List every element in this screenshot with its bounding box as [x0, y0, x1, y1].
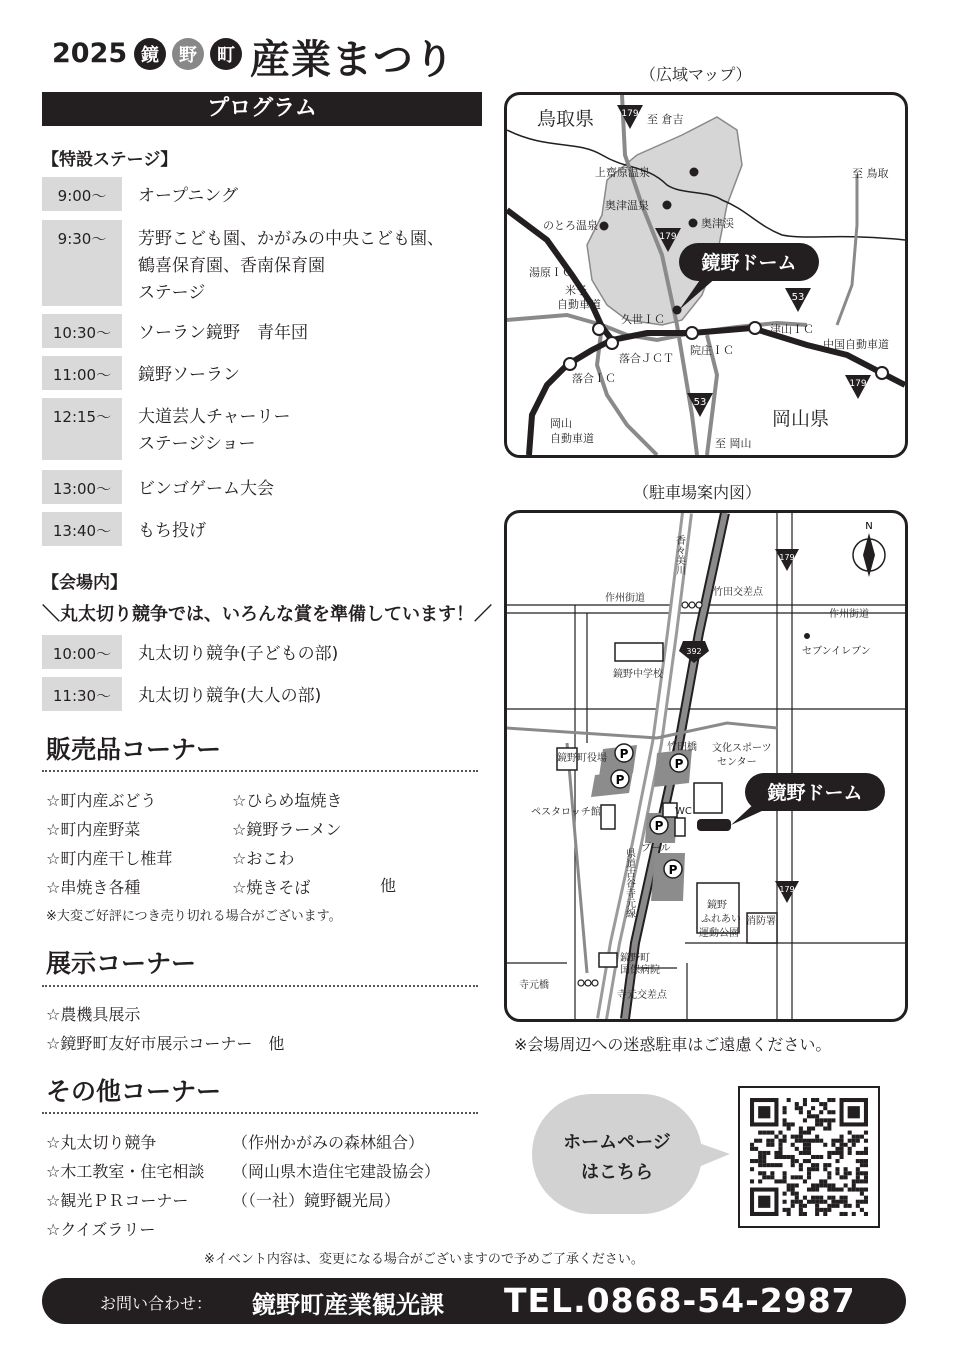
homepage-line2: はこちら: [581, 1162, 653, 1183]
venue-heading: 【会場内】: [42, 573, 127, 593]
svg-text:至 岡山: 至 岡山: [715, 437, 752, 450]
title-badge-no: 野: [172, 38, 204, 70]
program-desc: ステージ: [138, 283, 206, 303]
svg-text:53: 53: [791, 292, 805, 303]
list-item-org: （作州かがみの森林組合）: [232, 1133, 425, 1152]
list-item-org: （（一社）鏡野観光局）: [232, 1191, 401, 1210]
svg-text:P: P: [615, 773, 625, 787]
program-row: [42, 177, 482, 211]
program-row: [42, 470, 482, 504]
svg-text:N: N: [865, 521, 873, 532]
program-time: 13:40〜: [42, 512, 122, 546]
svg-text:セブンイレブン: セブンイレブン: [802, 646, 871, 657]
program-time: 10:30〜: [42, 314, 122, 348]
svg-text:自動車道: 自動車道: [550, 432, 594, 445]
program-time: 13:00〜: [42, 470, 122, 504]
venue-subheading: ＼丸太切り競争では、いろんな賞を準備しています！／: [42, 604, 492, 625]
svg-text:至 倉吉: 至 倉吉: [647, 113, 684, 126]
river-label: 香々美川: [673, 535, 685, 575]
contact-phone[interactable]: TEL.0868-54-2987: [504, 1281, 856, 1320]
program-desc: 丸太切り競争(大人の部): [138, 686, 322, 706]
program-desc: 芳野こども園、かがみの中央こども園、: [138, 229, 444, 249]
other-list-orgs: [232, 1128, 440, 1215]
program-row: [42, 398, 482, 460]
wide-map-caption: （広域マップ）: [640, 65, 752, 84]
svg-text:センター: センター: [717, 757, 757, 768]
program-row: [42, 677, 482, 711]
parking-map-caption: （駐車場案内図）: [633, 483, 762, 502]
svg-text:岡山: 岡山: [550, 417, 572, 430]
svg-text:落合ＩＣ: 落合ＩＣ: [572, 372, 616, 385]
svg-text:寺元交差点: 寺元交差点: [617, 990, 667, 1001]
program-desc: 大道芸人チャーリー: [138, 407, 291, 427]
road-gray: [837, 175, 857, 325]
dome-callout: [731, 773, 885, 825]
program-desc: 丸太切り競争(子どもの部): [138, 644, 339, 664]
svg-text:179: 179: [779, 553, 795, 562]
sales-title: 販売品コーナー: [46, 735, 222, 764]
svg-text:久世ＩＣ: 久世ＩＣ: [621, 313, 665, 326]
title-badge-kagami: 鏡: [134, 38, 166, 70]
svg-text:中国自動車道: 中国自動車道: [823, 338, 889, 351]
exhibit-title: 展示コーナー: [46, 949, 197, 978]
divider: [42, 985, 478, 987]
list-item: ☆町内産干し椎茸: [46, 849, 173, 868]
contact-dept: 鏡野町産業観光課: [252, 1291, 444, 1319]
svg-text:179: 179: [659, 232, 677, 242]
svg-text:P: P: [619, 747, 629, 761]
program-time: 10:00〜: [42, 635, 122, 669]
svg-text:作州街道: 作州街道: [605, 593, 645, 604]
program-row: [42, 356, 482, 390]
svg-text:のとろ温泉: のとろ温泉: [543, 219, 598, 232]
list-item: ☆おこわ: [232, 849, 295, 868]
program-desc: ビンゴゲーム大会: [138, 479, 274, 499]
svg-text:米子: 米子: [565, 284, 587, 297]
program-row: [42, 314, 482, 348]
svg-text:鏡野ドーム: 鏡野ドーム: [767, 782, 863, 804]
event-title: 産業まつり: [250, 37, 455, 83]
svg-text:179: 179: [779, 885, 795, 894]
list-item: ☆木工教室・住宅相談: [46, 1162, 205, 1181]
program-row: [42, 512, 482, 546]
program-time: 12:15〜: [42, 398, 122, 460]
dome-building: [697, 819, 731, 831]
homepage-line1: ホームページ: [563, 1132, 671, 1153]
list-item: ☆町内産ぶどう: [46, 791, 157, 810]
parking-note: ※会場周辺への迷惑駐車はご遠慮ください。: [514, 1035, 832, 1054]
parking-guide-map: [504, 510, 908, 1022]
wide-area-map: [504, 92, 908, 458]
svg-text:竹田橋: 竹田橋: [667, 742, 697, 753]
event-year: 2025: [52, 38, 128, 69]
program-desc: 鏡野ソーラン: [138, 365, 240, 385]
svg-text:竹田交差点: 竹田交差点: [713, 587, 763, 598]
svg-text:自動車道: 自動車道: [557, 298, 601, 311]
program-heading: プログラム: [42, 92, 482, 126]
list-item: ☆串焼き各種: [46, 878, 141, 897]
list-item: ☆農機具展示: [46, 1005, 141, 1024]
list-item: ☆鏡野ラーメン: [232, 820, 342, 839]
homepage-bubble: [532, 1094, 702, 1214]
svg-text:湯原ＩＣ: 湯原ＩＣ: [529, 266, 573, 279]
list-item: ☆鏡野町友好市展示コーナー 他: [46, 1034, 285, 1053]
svg-text:ふれあい: ふれあい: [701, 914, 741, 925]
divider: [42, 1112, 478, 1114]
contact-footer: [42, 1278, 906, 1324]
north-arrow-icon: [853, 521, 885, 577]
sales-etc: 他: [380, 876, 397, 895]
title-badge-cho: 町: [210, 38, 242, 70]
qr-code-icon: [750, 1098, 868, 1216]
program-row: [42, 635, 482, 669]
svg-text:鏡野ドーム: 鏡野ドーム: [701, 252, 797, 274]
svg-text:消防署: 消防署: [746, 916, 776, 927]
svg-text:奥津渓: 奥津渓: [701, 217, 734, 230]
svg-text:運動公園: 運動公園: [699, 928, 739, 939]
svg-text:P: P: [668, 863, 678, 877]
svg-text:文化スポーツ: 文化スポーツ: [712, 743, 772, 754]
svg-text:鏡野中学校: 鏡野中学校: [613, 669, 663, 680]
contact-label: お問い合わせ：: [100, 1294, 213, 1313]
svg-text:国保病院: 国保病院: [620, 965, 660, 976]
svg-text:津山ＩＣ: 津山ＩＣ: [770, 323, 814, 336]
sales-list-right: [232, 786, 342, 902]
list-item: ☆丸太切り競争: [46, 1133, 157, 1152]
sales-list-left: [46, 786, 172, 902]
sales-note: ※大変ご好評につき売り切れる場合がございます。: [46, 909, 342, 924]
list-item-org: （岡山県木造住宅建設協会）: [232, 1162, 441, 1181]
program-time: 9:00〜: [42, 177, 122, 211]
stage-heading: 【特設ステージ】: [42, 150, 178, 170]
list-item: ☆観光ＰＲコーナー: [46, 1191, 189, 1210]
program-desc: ステージショー: [138, 434, 256, 454]
svg-text:上齋原温泉: 上齋原温泉: [595, 166, 650, 179]
program-desc: ソーラン鏡野 青年団: [138, 323, 308, 343]
list-item: ☆町内産野菜: [46, 820, 141, 839]
svg-text:岡山県: 岡山県: [772, 408, 830, 430]
svg-text:寺元橋: 寺元橋: [519, 980, 549, 991]
svg-text:作州街道: 作州街道: [829, 609, 869, 620]
program-desc: 鶴喜保育園、香南保育園: [138, 256, 325, 276]
svg-text:WC: WC: [675, 806, 692, 817]
svg-text:179: 179: [621, 109, 639, 119]
svg-text:落合ＪＣＴ: 落合ＪＣＴ: [619, 352, 674, 365]
svg-text:鏡野町: 鏡野町: [620, 953, 650, 964]
list-item: ☆焼きそば: [232, 878, 311, 897]
svg-text:鏡野: 鏡野: [707, 900, 727, 911]
other-title: その他コーナー: [46, 1077, 222, 1106]
prefroad-label: 県道古谷寺元線: [623, 848, 635, 918]
svg-text:P: P: [674, 757, 684, 771]
svg-text:鳥取県: 鳥取県: [537, 108, 595, 130]
svg-text:鏡野町役場: 鏡野町役場: [557, 753, 607, 764]
svg-text:院庄ＩＣ: 院庄ＩＣ: [690, 344, 734, 357]
list-item: ☆ひらめ塩焼き: [232, 791, 343, 810]
program-time: 11:00〜: [42, 356, 122, 390]
bubble-tail: [696, 1140, 730, 1170]
program-desc: もち投げ: [138, 521, 206, 541]
svg-text:ペスタロッチ館: ペスタロッチ館: [531, 807, 601, 818]
program-time: 9:30〜: [42, 220, 122, 306]
qr-code[interactable]: [738, 1086, 880, 1228]
svg-text:53: 53: [693, 397, 707, 408]
list-item: ☆クイズラリー: [46, 1220, 156, 1239]
svg-text:奥津温泉: 奥津温泉: [605, 199, 649, 212]
other-list-names: [46, 1128, 204, 1244]
exhibit-list: [46, 1000, 284, 1058]
program-desc: オープニング: [138, 186, 238, 206]
svg-text:至 鳥取: 至 鳥取: [852, 167, 889, 180]
svg-text:プール: プール: [641, 843, 671, 854]
event-change-note: ※イベント内容は、変更になる場合がございますので予めご了承ください。: [204, 1252, 644, 1267]
svg-text:179: 179: [849, 379, 867, 389]
program-time: 11:30〜: [42, 677, 122, 711]
svg-text:P: P: [654, 819, 664, 833]
program-row: [42, 220, 482, 306]
divider: [42, 770, 478, 772]
svg-text:392: 392: [686, 647, 702, 656]
